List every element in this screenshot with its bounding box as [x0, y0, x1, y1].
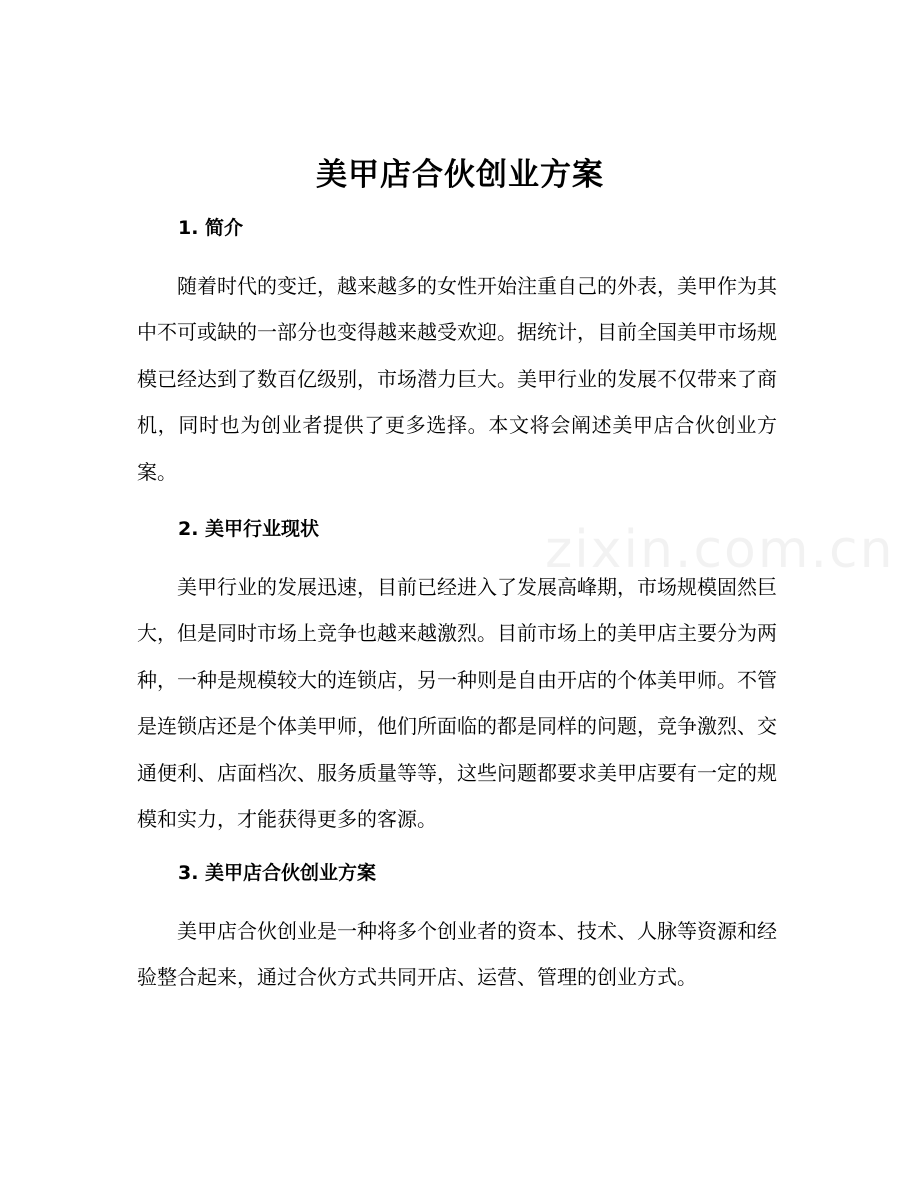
document-title: 美甲店合伙创业方案	[316, 157, 604, 193]
watermark: zixin.com.cn	[545, 520, 895, 580]
section-paragraph-partnership-plan: 美甲店合伙创业是一种将多个创业者的资本、技术、人脉等资源和经验整合起来，通过合伙方式共同开店、运营、管理的创业方式。	[137, 919, 777, 990]
section-paragraph-intro: 随着时代的变迁，越来越多的女性开始注重自己的外表，美甲作为其中不可或缺的一部分也变得越来越受欢迎。据统计，目前全国美甲市场规模已经达到了数百亿级别，市场潜力巨大。美甲行业的发展不仅带来了商机，同时也为创业者提供了更多选择。本文将会阐述美甲店合伙创业方案。	[137, 274, 777, 484]
section-paragraph-industry-status: 美甲行业的发展迅速，目前已经进入了发展高峰期，市场规模固然巨大，但是同时市场上竞争也越来越激烈。目前市场上的美甲店主要分为两种，一种是规模较大的连锁店，另一种则是自由开店的个体美甲师。不管是连锁店还是个体美甲师，他们所面临的都是同样的问题，竞争激烈、交通便利、店面档次、服务质量等等，这些问题都要求美甲店要有一定的规模和实力，才能获得更多的客源。	[137, 575, 777, 832]
section-heading-intro: 1. 简介	[178, 217, 244, 239]
section-heading-partnership-plan: 3. 美甲店合伙创业方案	[178, 862, 377, 884]
section-heading-industry-status: 2. 美甲行业现状	[178, 518, 320, 540]
